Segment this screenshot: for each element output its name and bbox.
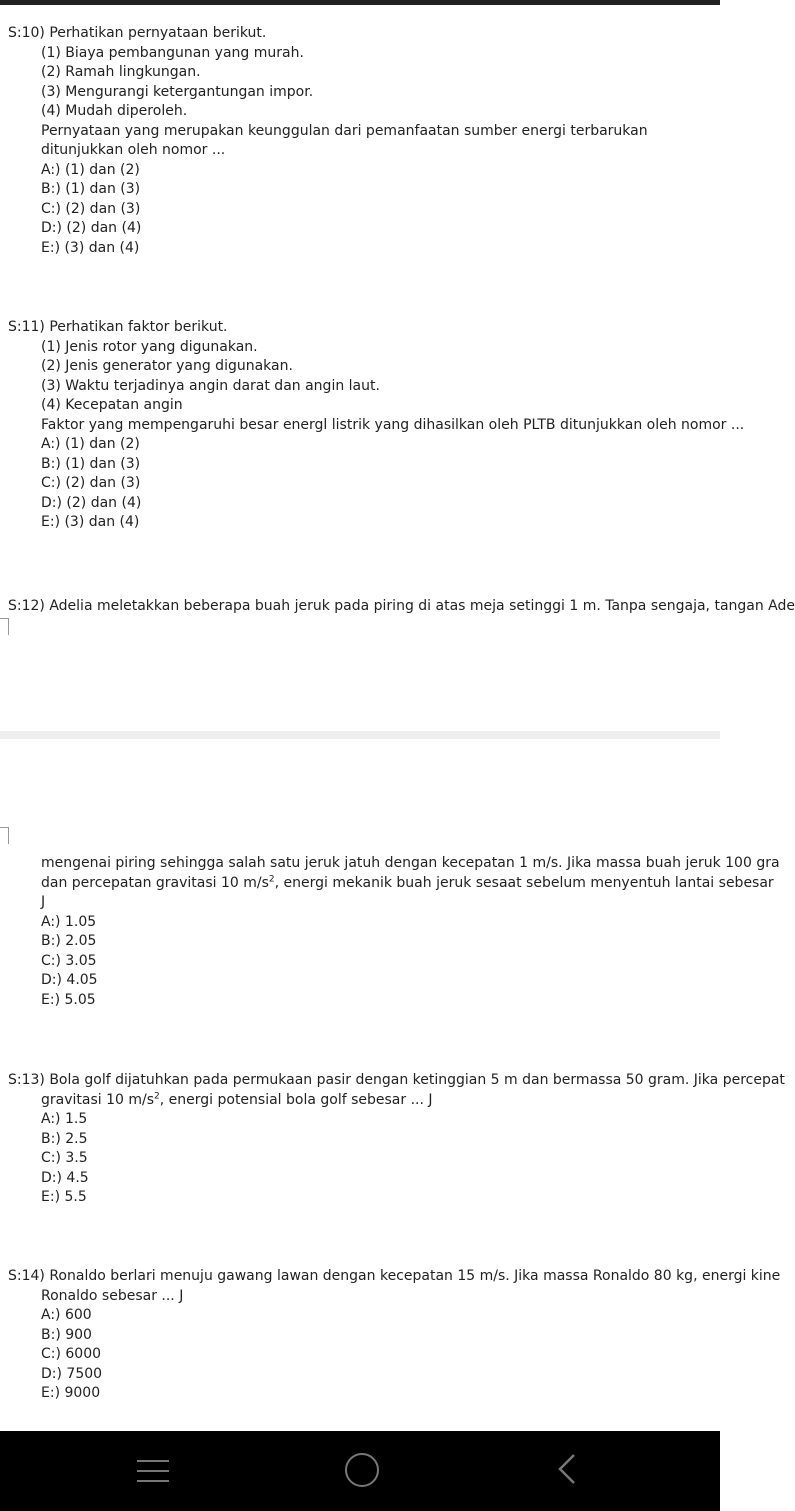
page-divider [0,731,720,739]
option-a[interactable]: A:) 1.5 [41,1111,88,1127]
option-d[interactable]: D:) (2) dan (4) [41,220,142,236]
option-c[interactable]: C:) 6000 [41,1346,102,1362]
statement: (1) Biaya pembangunan yang murah. [41,44,304,61]
option-a[interactable]: A:) 1.05 [41,913,97,930]
option-c[interactable]: C:) (2) dan (3) [41,200,141,217]
question-text: J [41,894,46,910]
page-break-marker [0,827,9,844]
option-c[interactable]: C:) (2) dan (3) [41,475,141,491]
question-11 [8,318,745,533]
question-12-body [8,854,780,1010]
option-c[interactable]: C:) 3.05 [41,952,97,969]
option-b[interactable]: B:) (1) dan (3) [41,181,141,197]
question-text: dan percepatan gravitasi 10 $m/s^2$, energi mekanik buah jeruk sesaat sebelum menyentuh lantai sebesar [41,873,774,891]
back-chevron-icon[interactable] [552,1451,582,1487]
menu-icon[interactable] [137,1458,169,1484]
question-13 [8,1071,785,1208]
question-header: S:11) Perhatikan faktor berikut. [8,319,228,335]
option-d[interactable]: D:) 4.5 [41,1169,89,1186]
option-b[interactable]: B:) (1) dan (3) [41,455,141,472]
home-circle-icon[interactable] [345,1453,379,1487]
option-b[interactable]: B:) 2.5 [41,1130,88,1147]
option-d[interactable]: D:) 4.05 [41,972,98,988]
question-text: gravitasi 10 $m/s^2$, energi potensial bola golf sebesar ... J [41,1090,433,1108]
option-e[interactable]: E:) 5.5 [41,1189,87,1205]
statement: (4) Mudah diperoleh. [41,103,188,119]
statement: (4) Kecepatan angin [41,397,183,413]
question-prompt: Pernyataan yang merupakan keunggulan dari pemanfaatan sumber energi terbarukan ditunjukkan oleh nomor ... [41,122,648,158]
option-a[interactable]: A:) (1) dan (2) [41,436,140,452]
option-b[interactable]: B:) 900 [41,1326,92,1343]
statement: (1) Jenis rotor yang digunakan. [41,338,258,355]
option-d[interactable]: D:) (2) dan (4) [41,494,142,511]
question-header: S:12) Adelia meletakkan beberapa buah jeruk pada piring di atas meja setinggi 1 m. Tanpa sengaja, tangan Ade [8,598,795,614]
statement: (2) Ramah lingkungan. [41,64,201,80]
top-border [0,0,720,5]
option-b[interactable]: B:) 2.05 [41,933,97,949]
option-e[interactable]: E:) 5.05 [41,991,96,1008]
option-e[interactable]: E:) 9000 [41,1385,101,1401]
option-c[interactable]: C:) 3.5 [41,1150,88,1166]
question-prompt: Faktor yang mempengaruhi besar energl listrik yang dihasilkan oleh PLTB ditunjukkan oleh nomor ... [41,416,745,433]
option-d[interactable]: D:) 7500 [41,1365,103,1382]
statement: (3) Waktu terjadinya angin darat dan angin laut. [41,377,380,394]
option-e[interactable]: E:) (3) dan (4) [41,239,140,256]
option-a[interactable]: A:) (1) dan (2) [41,161,140,178]
option-a[interactable]: A:) 600 [41,1307,92,1323]
statement: (2) Jenis generator yang digunakan. [41,358,293,374]
question-14 [8,1267,781,1404]
statement: (3) Mengurangi ketergantungan impor. [41,83,314,100]
question-header: S:14) Ronaldo berlari menuju gawang lawan dengan kecepatan 15 m/s. Jika massa Ronaldo 80 kg, energi kine [8,1268,781,1284]
navigation-bar [0,1431,720,1511]
question-header: S:10) Perhatikan pernyataan berikut. [8,25,267,41]
question-10 [8,24,720,258]
page-break-marker [0,618,9,635]
option-e[interactable]: E:) (3) dan (4) [41,514,140,530]
question-12-header [8,597,795,617]
question-text: mengenai piring sehingga salah satu jeruk jatuh dengan kecepatan 1 m/s. Jika massa buah jeruk 100 gra [41,855,780,871]
question-text: Ronaldo sebesar ... J [41,1287,184,1304]
question-header: S:13) Bola golf dijatuhkan pada permukaan pasir dengan ketinggian 5 m dan bermassa 50 gram. Jika percepat [8,1072,785,1088]
